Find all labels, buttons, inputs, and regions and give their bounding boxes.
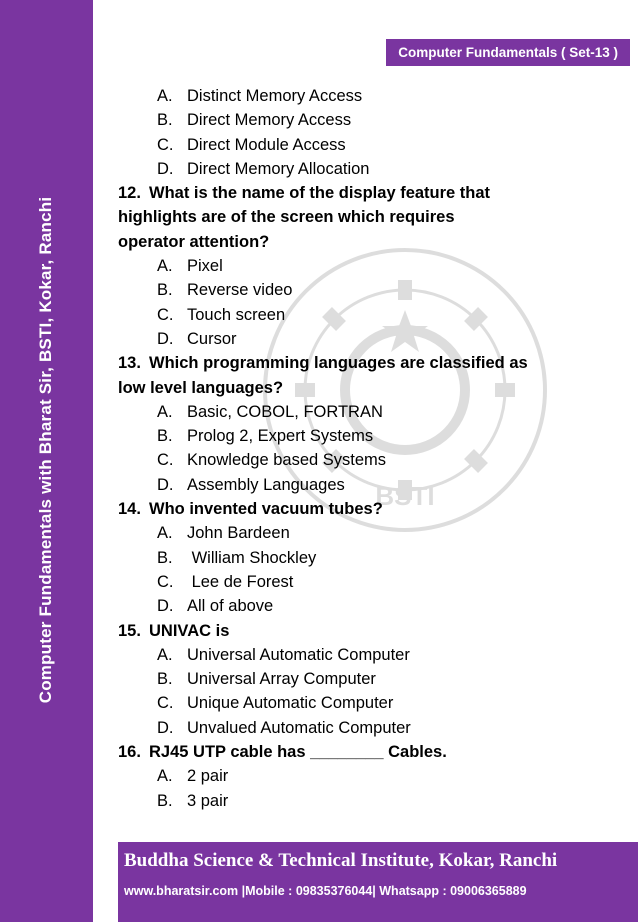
answer-option <box>118 789 623 813</box>
option-text: John Bardeen <box>187 524 290 543</box>
option-letter: A. <box>157 524 173 543</box>
option-text: Touch screen <box>187 305 286 324</box>
question-continuation <box>118 376 623 400</box>
option-letter: A. <box>157 767 173 786</box>
option-letter: D. <box>157 597 174 616</box>
answer-option <box>118 570 623 594</box>
question <box>118 497 623 521</box>
answer-option <box>118 303 623 327</box>
option-letter: B. <box>157 670 173 689</box>
question-continuation <box>118 230 623 254</box>
option-text: Lee de Forest <box>187 572 294 591</box>
option-letter: B. <box>157 548 173 567</box>
question-number: 15. <box>118 621 141 640</box>
option-text: Basic, COBOL, FORTRAN <box>187 402 383 421</box>
option-letter: A. <box>157 645 173 664</box>
set-badge: Computer Fundamentals ( Set-13 ) <box>386 39 630 66</box>
institute-name: Buddha Science & Technical Institute, Kokar, Ranchi <box>124 850 558 871</box>
answer-option <box>118 108 623 132</box>
option-text: Universal Array Computer <box>187 670 376 689</box>
option-letter: D. <box>157 329 174 348</box>
question-continuation <box>118 205 623 229</box>
option-letter: C. <box>157 451 174 470</box>
option-text: Unvalued Automatic Computer <box>187 718 411 737</box>
answer-option <box>118 594 623 618</box>
option-text: Pixel <box>187 257 223 276</box>
option-text: Distinct Memory Access <box>187 87 363 105</box>
option-letter: B. <box>157 791 173 810</box>
option-text: Direct Memory Access <box>187 111 352 130</box>
contact-info: www.bharatsir.com |Mobile : 09835376044| Whatsapp : 09006365889 <box>124 884 527 898</box>
answer-option <box>118 691 623 715</box>
question-text: operator attention? <box>118 232 270 251</box>
answer-option <box>118 84 623 108</box>
answer-option <box>118 400 623 424</box>
answer-option <box>118 278 623 302</box>
question-number: 14. <box>118 500 141 519</box>
option-letter: C. <box>157 135 174 154</box>
option-text: Universal Automatic Computer <box>187 645 410 664</box>
question <box>118 619 623 643</box>
answer-option <box>118 424 623 448</box>
question-text: low level languages? <box>118 378 284 397</box>
option-letter: D. <box>157 718 174 737</box>
answer-option <box>118 157 623 181</box>
question <box>118 740 623 764</box>
option-text: Direct Memory Allocation <box>187 159 370 178</box>
option-text: Knowledge based Systems <box>187 451 387 470</box>
option-letter: A. <box>157 257 173 276</box>
question-number: 16. <box>118 743 141 762</box>
option-letter: B. <box>157 281 173 300</box>
option-text: 2 pair <box>187 767 229 786</box>
sidebar <box>0 0 93 922</box>
sidebar-title: Computer Fundamentals with Bharat Sir, BSTI, Kokar, Ranchi <box>36 196 55 704</box>
option-letter: D. <box>157 475 174 494</box>
answer-option <box>118 764 623 788</box>
question-list <box>118 84 623 813</box>
option-letter: B. <box>157 111 173 130</box>
option-text: Prolog 2, Expert Systems <box>187 427 374 446</box>
question <box>118 181 623 205</box>
footer <box>118 842 638 922</box>
option-text: All of above <box>187 597 274 616</box>
option-text: Cursor <box>187 329 237 348</box>
option-letter: C. <box>157 305 174 324</box>
option-letter: C. <box>157 694 174 713</box>
option-letter: B. <box>157 427 173 446</box>
answer-option <box>118 521 623 545</box>
option-text: 3 pair <box>187 791 229 810</box>
answer-option <box>118 643 623 667</box>
option-text: William Shockley <box>187 548 317 567</box>
question-text: Who invented vacuum tubes? <box>149 500 383 519</box>
answer-option <box>118 133 623 157</box>
option-letter: C. <box>157 572 174 591</box>
option-letter: A. <box>157 402 173 421</box>
option-text: Direct Module Access <box>187 135 346 154</box>
option-text: Unique Automatic Computer <box>187 694 394 713</box>
option-letter: A. <box>157 87 173 105</box>
answer-option <box>118 716 623 740</box>
answer-option <box>118 448 623 472</box>
question-text: RJ45 UTP cable has ________ Cables. <box>149 743 447 762</box>
question-text: highlights are of the screen which requires <box>118 208 455 227</box>
question-text: Which programming languages are classified as <box>149 354 528 373</box>
answer-option <box>118 546 623 570</box>
question <box>118 351 623 375</box>
answer-option <box>118 667 623 691</box>
watermark-text: BSTI <box>375 481 435 511</box>
answer-option <box>118 327 623 351</box>
question-number: 13. <box>118 354 141 373</box>
answer-option <box>118 254 623 278</box>
answer-option <box>118 473 623 497</box>
question-number: 12. <box>118 184 141 203</box>
question-text: What is the name of the display feature that <box>149 184 491 203</box>
option-text: Reverse video <box>187 281 293 300</box>
option-text: Assembly Languages <box>187 475 345 494</box>
question-text: UNIVAC is <box>149 621 230 640</box>
option-letter: D. <box>157 159 174 178</box>
